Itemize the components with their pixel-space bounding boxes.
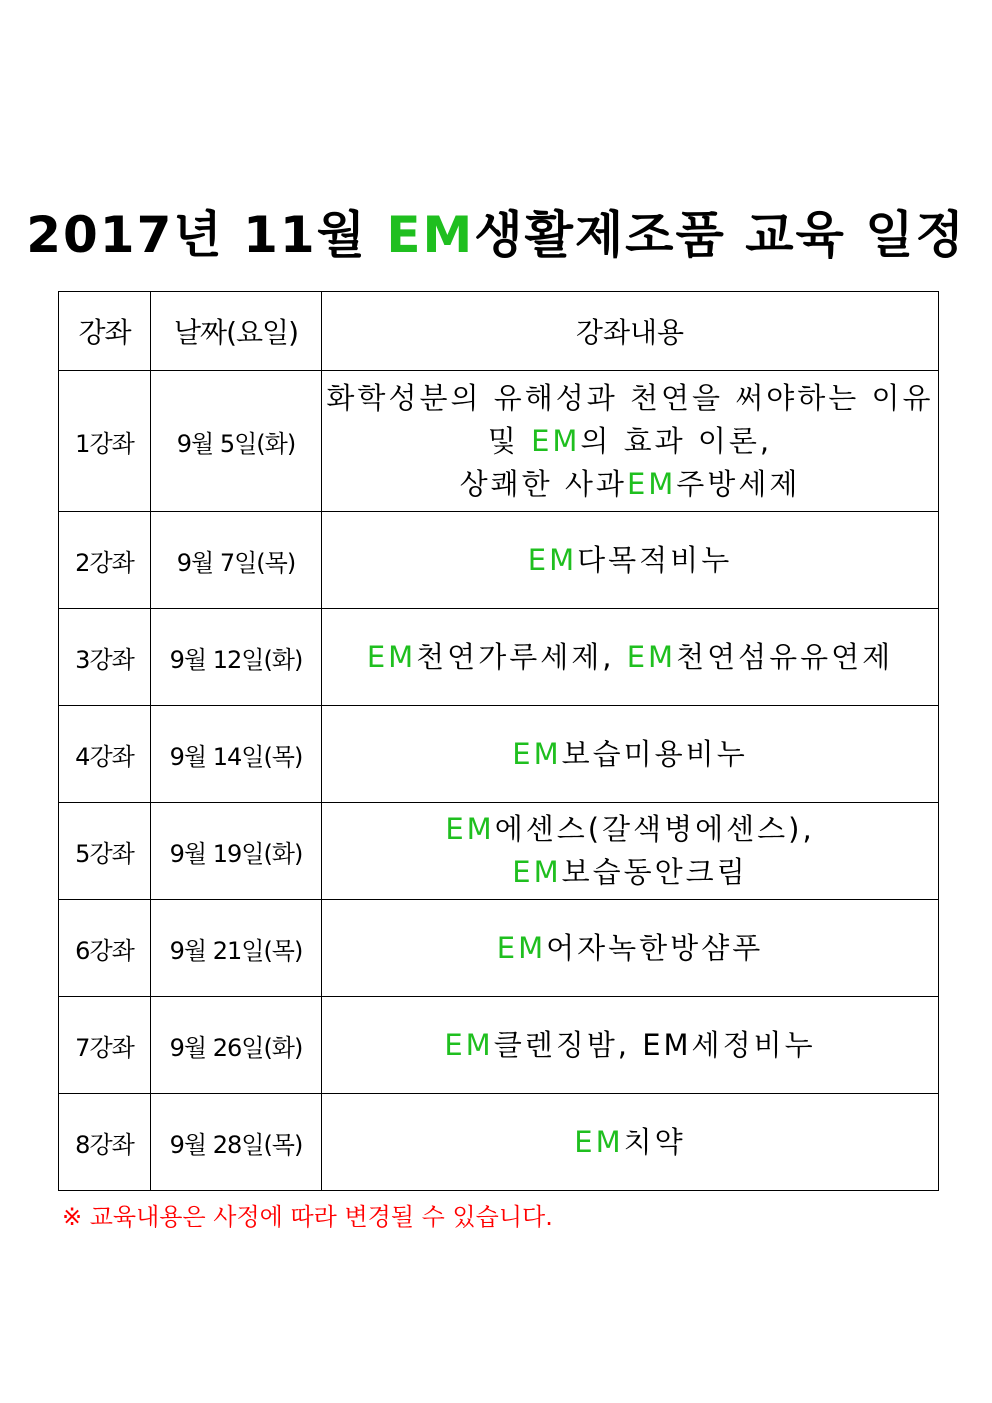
date-cell: 9월 5일(화) [151, 371, 322, 512]
date-cell: 9월 14일(목) [151, 706, 322, 803]
content-line [322, 733, 938, 776]
content-line [322, 851, 938, 894]
content-line [322, 927, 938, 970]
content-text: 보습미용비누 [561, 736, 748, 771]
content-text: 및 [487, 423, 532, 458]
lecture-cell: 1강좌 [59, 371, 151, 512]
table-row [59, 609, 939, 706]
content-line [322, 539, 938, 582]
em-highlight: EM [496, 930, 547, 965]
lecture-cell: 3강좌 [59, 609, 151, 706]
em-highlight: EM [626, 466, 677, 501]
content-text: 어자녹한방샴푸 [546, 930, 764, 965]
date-cell: 9월 19일(화) [151, 803, 322, 900]
table-row [59, 803, 939, 900]
em-highlight: EM [366, 639, 417, 674]
content-line [322, 1024, 938, 1067]
content-cell [322, 609, 939, 706]
content-line [322, 636, 938, 679]
content-cell [322, 1094, 939, 1191]
content-line [322, 377, 938, 420]
header-content: 강좌내용 [322, 292, 939, 371]
table-row [59, 706, 939, 803]
title-prefix: 2017년 11월 [26, 206, 387, 264]
date-cell: 9월 26일(화) [151, 997, 322, 1094]
page-title [0, 200, 992, 270]
em-highlight: EM [512, 855, 562, 889]
em-highlight: EM [445, 812, 495, 846]
lecture-cell: 5강좌 [59, 803, 151, 900]
content-line [322, 463, 938, 506]
content-line [322, 1121, 938, 1164]
lecture-cell: 4강좌 [59, 706, 151, 803]
content-text: 천연가루세제, [416, 639, 627, 674]
content-text: 치약 [623, 1124, 686, 1159]
title-suffix: 생활제조품 교육 일정 [474, 206, 966, 264]
content-cell [322, 706, 939, 803]
em-highlight: EM [512, 736, 562, 771]
date-cell: 9월 21일(목) [151, 900, 322, 997]
lecture-cell: 8강좌 [59, 1094, 151, 1191]
table-row [59, 371, 939, 512]
content-line [322, 808, 938, 851]
em-highlight: EM [574, 1124, 624, 1159]
lecture-cell: 7강좌 [59, 997, 151, 1094]
content-line [322, 420, 938, 463]
date-cell: 9월 12일(화) [151, 609, 322, 706]
table-row [59, 1094, 939, 1191]
em-highlight: EM [444, 1027, 494, 1062]
lecture-cell: 6강좌 [59, 900, 151, 997]
em-highlight: EM [531, 423, 581, 458]
content-text: 상쾌한 사과 [459, 466, 627, 501]
content-cell [322, 803, 939, 900]
content-cell [322, 997, 939, 1094]
table-row [59, 900, 939, 997]
content-cell [322, 371, 939, 512]
content-text: 클렌징밤, EM세정비누 [493, 1027, 816, 1062]
content-text: 주방세제 [676, 466, 801, 501]
title-em: EM [386, 206, 475, 264]
content-text: 천연섬유유연제 [676, 639, 894, 674]
header-date: 날짜(요일) [151, 292, 322, 371]
content-cell [322, 900, 939, 997]
notice-text: ※ 교육내용은 사정에 따라 변경될 수 있습니다. [62, 1203, 553, 1231]
content-text: 의 효과 이론, [580, 423, 773, 458]
em-highlight: EM [527, 542, 578, 577]
lecture-cell: 2강좌 [59, 512, 151, 609]
content-text: 다목적비누 [577, 542, 733, 577]
date-cell: 9월 28일(목) [151, 1094, 322, 1191]
content-text: 화학성분의 유해성과 천연을 써야하는 이유 [326, 380, 934, 415]
content-text: 에센스(갈색병에센스), [494, 812, 815, 846]
em-highlight: EM [626, 639, 677, 674]
schedule-table [58, 291, 939, 1191]
table-row [59, 997, 939, 1094]
header-lecture: 강좌 [59, 292, 151, 371]
date-cell: 9월 7일(목) [151, 512, 322, 609]
table-header-row [59, 292, 939, 371]
content-text: 보습동안크림 [561, 855, 748, 889]
content-cell [322, 512, 939, 609]
table-row [59, 512, 939, 609]
